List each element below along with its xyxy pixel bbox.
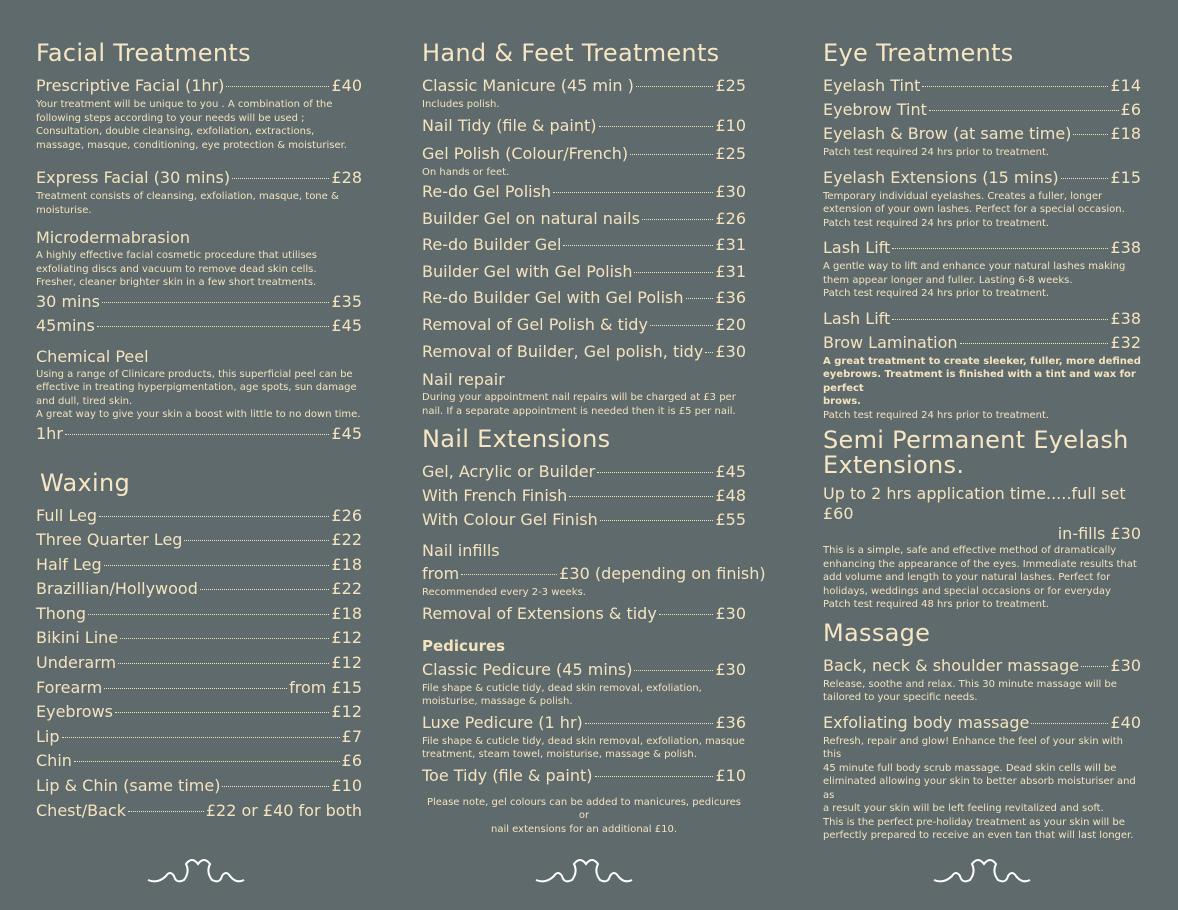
- price-row: [36, 749, 362, 774]
- leader-dots: [960, 343, 1109, 344]
- eye-patch-note: Patch test required 24 hrs prior to treatment.: [823, 147, 1050, 158]
- item-name: Thong: [36, 603, 86, 623]
- item-price: £28: [331, 168, 362, 187]
- item-price: £18: [1110, 124, 1141, 143]
- leader-dots: [200, 589, 330, 590]
- express-row: [36, 166, 362, 190]
- item-name: Builder Gel on natural nails: [422, 208, 640, 228]
- lash-lift-row: [823, 236, 1141, 260]
- price-row: [36, 700, 362, 725]
- item-name: Removal of Builder, Gel polish, tidy: [422, 341, 704, 361]
- leader-dots: [892, 248, 1108, 249]
- leader-dots: [1073, 134, 1108, 135]
- price-row: [422, 259, 746, 286]
- prescriptive-desc: Your treatment will be unique to you . A combination of the following steps according to your needs will be used ; Consultation, double cleansing, exfoliation, extractions, massage, masque, conditioning, eye protection & moisturiser.: [36, 99, 347, 151]
- manicure-desc: Includes polish.: [422, 99, 500, 110]
- semi-line-1: Up to 2 hrs application time.....full set £60: [823, 484, 1126, 523]
- pedicures-title: Pedicures: [422, 636, 506, 655]
- classic-pedicure-row: [422, 658, 746, 682]
- price-row: [36, 602, 362, 627]
- leader-dots: [892, 319, 1108, 320]
- semi-permanent-title: Semi Permanent Eyelash Extensions.: [823, 426, 1129, 479]
- price-row: [422, 232, 746, 259]
- item-name: Re-do Gel Polish: [422, 182, 552, 201]
- brow-lamination-desc: A great treatment to create sleeker, fuller, more defined eyebrows. Treatment is finished with a tint and wax for perfect brows.: [823, 355, 1141, 407]
- hands-list: [422, 179, 746, 365]
- leader-dots: [461, 574, 557, 575]
- item-price: £14: [1110, 76, 1141, 95]
- price-row: [36, 725, 362, 750]
- item-name: Lip & Chin (same time): [36, 776, 221, 796]
- item-name: Brazillian/Hollywood: [36, 579, 198, 599]
- body-massage-desc: Refresh, repair and glow! Enhance the feel of your skin with this 45 minute full body scrub massage. Dead skin cells will be eliminated allowing your skin to better absorb moisturiser and as a result your skin will be left feeling revitalized and soft. This is the perfect pre-holiday treatment as your skin will be perfectly prepared to receive an even tan that will last longer.: [823, 735, 1136, 841]
- eye-list: [823, 74, 1141, 146]
- price-row: [422, 206, 746, 233]
- heart-swirl-icon: [534, 850, 634, 890]
- item-name: Eyelash & Brow (at same time): [823, 124, 1072, 143]
- item-price: £30: [1110, 655, 1141, 675]
- item-price: £25: [715, 143, 746, 163]
- item-price: £55: [715, 510, 746, 530]
- leader-dots: [74, 761, 340, 762]
- leader-dots: [62, 737, 340, 738]
- item-name: With Colour Gel Finish: [422, 510, 598, 530]
- item-price: £32: [1110, 332, 1141, 352]
- item-price: £10: [715, 115, 746, 135]
- classic-pedicure-desc: File shape & cuticle tidy, dead skin removal, exfoliation, moisturise, massage & polish.: [422, 682, 702, 708]
- item-name: Lip: [36, 726, 60, 746]
- item-price: £38: [1110, 308, 1141, 328]
- leader-dots: [104, 565, 330, 566]
- item-name: Express Facial (30 mins): [36, 168, 231, 187]
- item-price: £48: [715, 486, 746, 506]
- eye-title: Eye Treatments: [823, 39, 1014, 67]
- item-price: £18: [331, 603, 362, 623]
- leader-dots: [97, 326, 330, 327]
- leader-dots: [634, 272, 713, 273]
- item-price: £30: [715, 341, 746, 361]
- item-price: £10: [331, 776, 362, 796]
- nail-repair-desc: During your appointment nail repairs will be charged at £3 per nail. If a separate appointment is needed then it is £5 per nail.: [422, 392, 736, 417]
- leader-dots: [128, 811, 204, 812]
- item-name: 45mins: [36, 315, 95, 335]
- price-row: [36, 774, 362, 799]
- item-price: £25: [715, 76, 746, 95]
- item-name: Back, neck & shoulder massage: [823, 655, 1080, 675]
- leader-dots: [642, 219, 714, 220]
- facial-title: Facial Treatments: [36, 39, 251, 67]
- item-name: Lash Lift: [823, 238, 891, 257]
- brow-lamination-patch: Patch test required 24 hrs prior to treatment.: [823, 409, 1050, 421]
- price-row: [422, 508, 746, 532]
- leader-dots: [226, 86, 329, 87]
- leader-dots: [65, 434, 330, 435]
- item-name: Classic Manicure (45 min ): [422, 76, 634, 95]
- facial-column: [36, 38, 362, 823]
- item-price: £31: [715, 235, 746, 255]
- leader-dots: [600, 520, 714, 521]
- toe-tidy-row: [422, 764, 746, 788]
- item-name: Gel, Acrylic or Builder: [422, 462, 596, 482]
- gel-polish-row: [422, 142, 746, 166]
- back-massage-desc: Release, soothe and relax. This 30 minute massage will be tailored to your specific needs.: [823, 678, 1117, 703]
- price-row: [36, 626, 362, 651]
- item-name: Eyelash Extensions (15 mins): [823, 167, 1059, 187]
- item-name: With French Finish: [422, 486, 568, 506]
- leader-dots: [929, 110, 1119, 111]
- item-price: £26: [331, 505, 362, 525]
- nail-tidy-row: [422, 114, 746, 138]
- micro-30-row: [36, 290, 362, 314]
- item-price: £22: [331, 579, 362, 599]
- luxe-pedicure-row: [422, 711, 746, 735]
- price-row: [422, 312, 746, 339]
- item-name: Lash Lift: [823, 308, 891, 328]
- leader-dots: [585, 723, 714, 724]
- item-name: Bikini Line: [36, 628, 119, 648]
- eyelash-ext-desc: Temporary individual eyelashes. Creates a fuller, longer extension of your own lashes. Perfect for a special occasion. Patch test required 24 hrs prior to treatment.: [823, 190, 1125, 229]
- item-price: £20: [715, 314, 746, 334]
- item-price: £15: [1110, 167, 1141, 187]
- price-row: [36, 528, 362, 553]
- eyelash-ext-row: [823, 166, 1141, 190]
- micro-heading: Microdermabrasion: [36, 228, 190, 247]
- item-price: £31: [715, 261, 746, 281]
- item-name: from: [422, 564, 460, 584]
- item-price: £30: [715, 603, 746, 623]
- leader-dots: [636, 86, 714, 87]
- price-row: [422, 179, 746, 206]
- heart-swirl-icon: [932, 850, 1032, 890]
- price-row: [36, 553, 362, 578]
- peel-row: [36, 422, 362, 446]
- item-name: 30 mins: [36, 291, 100, 311]
- item-name: Three Quarter Leg: [36, 530, 183, 550]
- item-price: £30: [715, 659, 746, 679]
- item-name: Chest/Back: [36, 800, 126, 820]
- item-name: Removal of Extensions & tidy: [422, 603, 657, 623]
- gel-colour-note: Please note, gel colours can be added to manicures, pedicures or nail extensions for an additional £10.: [426, 796, 741, 835]
- item-name: Toe Tidy (file & paint): [422, 765, 593, 785]
- item-name: Classic Pedicure (45 mins): [422, 659, 633, 679]
- massage-title: Massage: [823, 618, 931, 647]
- waxing-title: Waxing: [40, 468, 131, 497]
- item-price: £45: [715, 462, 746, 482]
- leader-dots: [599, 126, 714, 127]
- leader-dots: [232, 178, 329, 179]
- item-price: £6: [341, 751, 362, 771]
- item-name: Re-do Builder Gel with Gel Polish: [422, 288, 684, 308]
- item-name: Chin: [36, 751, 72, 771]
- item-name: Eyelash Tint: [823, 76, 921, 95]
- lash-lift-row-2: [823, 307, 1141, 331]
- leader-dots: [102, 302, 330, 303]
- item-price: £30 (depending on finish): [559, 564, 766, 584]
- leader-dots: [222, 786, 329, 787]
- item-price: £40: [1110, 712, 1141, 732]
- infills-desc: Recommended every 2-3 weeks.: [422, 587, 586, 599]
- peel-desc: Using a range of Clinicare products, this superficial peel can be effective in treating hyperpigmentation, age spots, sun damage and dull, tired skin. A great way to give your skin a boost with little to no down time.: [36, 368, 361, 420]
- item-name: Half Leg: [36, 554, 102, 574]
- price-row: [36, 651, 362, 676]
- price-row: [422, 285, 746, 312]
- price-row: [36, 577, 362, 602]
- item-name: Builder Gel with Gel Polish: [422, 261, 633, 281]
- price-row: [422, 460, 746, 484]
- item-name: Gel Polish (Colour/French): [422, 143, 629, 163]
- hands-column: [422, 38, 766, 846]
- prescriptive-row: [36, 74, 362, 98]
- item-price: £36: [715, 288, 746, 308]
- leader-dots: [630, 154, 713, 155]
- item-price: £10: [715, 765, 746, 785]
- leader-dots: [595, 776, 714, 777]
- body-massage-row: [823, 711, 1141, 735]
- item-name: 1hr: [36, 423, 63, 443]
- heart-swirl-icon: [146, 850, 246, 890]
- item-price: £22: [331, 530, 362, 550]
- item-price: £45: [331, 315, 362, 335]
- leader-dots: [88, 614, 329, 615]
- item-name: Eyebrows: [36, 702, 114, 722]
- extensions-list: [422, 460, 746, 532]
- hands-title: Hand & Feet Treatments: [422, 39, 720, 67]
- back-massage-row: [823, 654, 1141, 678]
- semi-desc: This is a simple, safe and effective method of dramatically enhancing the appearance of the eyes. Immediate results that add volume and length to your natural lashes. Perfect for holidays, weddings and special occasions or for everyday Patch test required 48 hrs prior to treatment.: [823, 545, 1137, 610]
- item-price: £22 or £40 for both: [205, 800, 362, 820]
- leader-dots: [650, 325, 714, 326]
- price-row: [823, 122, 1141, 146]
- leader-dots: [569, 496, 713, 497]
- leader-dots: [118, 663, 329, 664]
- leader-dots: [597, 472, 713, 473]
- leader-dots: [1031, 723, 1108, 724]
- leader-dots: [120, 638, 329, 639]
- item-name: Re-do Builder Gel: [422, 235, 562, 255]
- leader-dots: [634, 670, 713, 671]
- item-name: Eyebrow Tint: [823, 100, 927, 119]
- leader-dots: [104, 688, 287, 689]
- leader-dots: [115, 712, 329, 713]
- item-name: Underarm: [36, 653, 117, 673]
- price-row: [823, 98, 1141, 122]
- semi-line-2: in-fills £30: [1057, 524, 1141, 543]
- item-name: Nail Tidy (file & paint): [422, 115, 597, 135]
- item-price: £30: [715, 182, 746, 201]
- item-name: Full Leg: [36, 505, 98, 525]
- item-price: £12: [331, 628, 362, 648]
- item-price: £35: [331, 291, 362, 311]
- removal-ext-row: [422, 602, 746, 626]
- leader-dots: [563, 245, 713, 246]
- item-price: £12: [331, 653, 362, 673]
- price-row: [823, 74, 1141, 98]
- item-price: £7: [341, 726, 362, 746]
- item-price: £12: [331, 702, 362, 722]
- price-row: [36, 799, 362, 824]
- gel-polish-desc: On hands or feet.: [422, 166, 510, 178]
- waxing-list: [36, 504, 362, 824]
- price-row: [422, 339, 746, 366]
- item-name: Brow Lamination: [823, 332, 958, 352]
- micro-desc: A highly effective facial cosmetic procedure that utilises exfoliating discs and vacuum to remove dead skin cells. Fresher, cleaner brighter skin in a few short treatments.: [36, 250, 318, 288]
- micro-45-row: [36, 314, 362, 338]
- item-price: £45: [331, 423, 362, 443]
- leader-dots: [659, 614, 714, 615]
- item-name: Exfoliating body massage: [823, 712, 1030, 732]
- manicure-row: [422, 74, 746, 98]
- infills-row: [422, 562, 766, 586]
- leader-dots: [184, 540, 329, 541]
- item-price: from £15: [289, 677, 362, 697]
- price-row: [36, 504, 362, 529]
- price-row: [422, 484, 746, 508]
- leader-dots: [553, 192, 713, 193]
- item-price: £40: [331, 76, 362, 95]
- item-price: £38: [1110, 238, 1141, 257]
- price-row: [36, 676, 362, 701]
- extensions-title: Nail Extensions: [422, 425, 611, 454]
- item-price: £26: [715, 208, 746, 228]
- leader-dots: [922, 86, 1108, 87]
- leader-dots: [686, 298, 714, 299]
- eye-column: [823, 38, 1141, 849]
- item-name: Forearm: [36, 677, 103, 697]
- lash-lift-desc: A gentle way to lift and enhance your natural lashes making them appear longer and fuller. Lasting 6-8 weeks. Patch test required 24 hrs prior to treatment.: [823, 261, 1126, 299]
- leader-dots: [1081, 666, 1108, 667]
- peel-heading: Chemical Peel: [36, 346, 149, 366]
- brow-lamination-row: [823, 331, 1141, 355]
- item-name: Prescriptive Facial (1hr): [36, 76, 225, 95]
- express-desc: Treatment consists of cleansing, exfoliation, masque, tone & moisturise.: [36, 191, 339, 216]
- nail-repair-heading: Nail repair: [422, 370, 505, 390]
- leader-dots: [1061, 178, 1109, 179]
- infills-heading: Nail infills: [422, 541, 500, 561]
- leader-dots: [705, 352, 713, 353]
- item-name: Removal of Gel Polish & tidy: [422, 314, 648, 334]
- item-name: Luxe Pedicure (1 hr): [422, 712, 583, 732]
- leader-dots: [99, 516, 329, 517]
- luxe-pedicure-desc: File shape & cuticle tidy, dead skin removal, exfoliation, masque treatment, steam towel, moisturise, massage & polish.: [422, 735, 745, 761]
- item-price: £18: [331, 554, 362, 574]
- item-price: £6: [1120, 100, 1141, 119]
- item-price: £36: [715, 712, 746, 732]
